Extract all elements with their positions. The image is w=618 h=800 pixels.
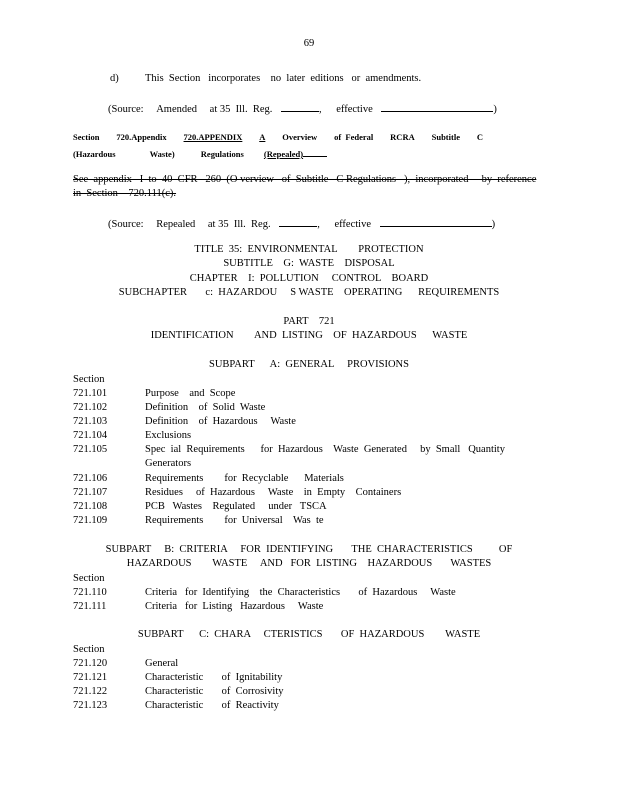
section-title-continuation: Generators	[145, 458, 192, 469]
appendix-heading-word: Overview	[282, 132, 318, 142]
section-number: 721.101	[73, 388, 108, 399]
subpart-c-heading: SUBPART C: CHARA CTERISTICS OF HAZARDOUS WASTE	[137, 629, 481, 640]
chapter-line: CHAPTER I: POLLUTION CONTROL BOARD	[189, 273, 429, 284]
subchapter-line: SUBCHAPTER c: HAZARDOU S WASTE OPERATING REQUIREMENTS	[118, 287, 500, 298]
section-title: Requirements for Universal Was te	[145, 515, 324, 526]
appendix-heading-word: Section	[73, 132, 100, 142]
section-number: 721.104	[73, 430, 108, 441]
source-register: at 35 Ill. Reg.	[207, 219, 271, 230]
part-title: IDENTIFICATION AND LISTING OF HAZARDOUS WASTE	[150, 330, 468, 341]
part-label: PART 721	[283, 316, 335, 327]
page-number: 69	[303, 38, 315, 49]
appendix-heading-word: A	[259, 132, 266, 142]
source-effective-label: effective	[336, 104, 373, 115]
subpart-b-heading-line1: SUBPART B: CRITERIA FOR IDENTIFYING THE CHARACTERISTICS OF	[105, 544, 513, 555]
appendix-heading-word: of Federal	[334, 132, 374, 142]
section-title: Purpose and Scope	[145, 388, 236, 399]
section-number: 721.103	[73, 416, 108, 427]
appendix-heading-word: (Repealed)	[263, 149, 304, 159]
section-label: Section	[73, 573, 105, 584]
source-repealed-line: (Source: Repealed at 35 Ill. Reg. , effective )	[108, 219, 496, 230]
subtitle-line: SUBTITLE G: WASTE DISPOSAL	[223, 258, 395, 269]
section-label: Section	[73, 374, 105, 385]
section-title: Requirements for Recyclable Materials	[145, 473, 344, 484]
appendix-heading-line1	[73, 132, 483, 142]
section-title: Criteria for Listing Hazardous Waste	[145, 601, 324, 612]
struck-text-line1: See appendix I to 40 CFR 260 (O verview of Subtitle C Regulations ), incorporated by reference	[73, 174, 537, 185]
section-title: Definition of Hazardous Waste	[145, 416, 296, 427]
effective-date-blank	[381, 102, 493, 112]
section-title: Characteristic of Ignitability	[145, 672, 283, 683]
title-line: TITLE 35: ENVIRONMENTAL PROTECTION	[194, 244, 424, 255]
source-amended-line: (Source: Amended at 35 Ill. Reg. , effective )	[108, 104, 497, 115]
source-verb: Repealed	[156, 219, 196, 230]
section-title: Spec ial Requirements for Hazardous Waste Generated by Small Quantity	[145, 444, 505, 455]
struck-text-line2: in Section 720.111(c).	[73, 188, 177, 199]
register-blank	[279, 217, 317, 227]
appendix-heading-word: 720.APPENDIX	[183, 132, 243, 142]
appendix-heading-word: Subtitle	[431, 132, 460, 142]
source-effective-label: effective	[334, 219, 371, 230]
section-number: 721.109	[73, 515, 108, 526]
appendix-heading-word: (Hazardous	[73, 149, 116, 159]
heading-underline-tail	[303, 147, 327, 157]
subpart-a-heading: SUBPART A: GENERAL PROVISIONS	[209, 359, 409, 370]
section-number: 721.123	[73, 700, 108, 711]
section-title: Characteristic of Corrosivity	[145, 686, 284, 697]
section-number: 721.107	[73, 487, 108, 498]
section-number: 721.105	[73, 444, 108, 455]
source-close: )	[491, 219, 496, 230]
section-number: 721.110	[73, 587, 107, 598]
register-blank	[281, 102, 319, 112]
section-number: 721.106	[73, 473, 108, 484]
source-open: (Source:	[108, 104, 144, 115]
section-number: 721.122	[73, 686, 108, 697]
section-title: PCB Wastes Regulated under TSCA	[145, 501, 327, 512]
section-number: 721.120	[73, 658, 108, 669]
section-number: 721.111	[73, 601, 107, 612]
appendix-heading-word: RCRA	[390, 132, 415, 142]
clause-d-text: This Section incorporates no later editions or amendments.	[145, 73, 422, 84]
clause-d-label: d)	[110, 73, 119, 84]
section-label: Section	[73, 644, 105, 655]
source-close: )	[493, 104, 497, 115]
source-register: at 35 Ill. Reg.	[209, 104, 273, 115]
section-title: Exclusions	[145, 430, 192, 441]
appendix-heading-word: Waste)	[149, 149, 175, 159]
source-open: (Source:	[108, 219, 144, 230]
appendix-heading-word: Regulations	[200, 149, 244, 159]
appendix-heading-line2	[73, 147, 327, 159]
appendix-heading-word: C	[476, 132, 483, 142]
section-number: 721.121	[73, 672, 108, 683]
appendix-heading-word: 720.Appendix	[116, 132, 167, 142]
section-title: Characteristic of Reactivity	[145, 700, 279, 711]
section-title: Criteria for Identifying the Characteristics of Hazardous Waste	[145, 587, 456, 598]
section-title: Definition of Solid Waste	[145, 402, 266, 413]
source-verb: Amended	[156, 104, 198, 115]
section-number: 721.108	[73, 501, 108, 512]
effective-date-blank	[380, 217, 492, 227]
section-number: 721.102	[73, 402, 108, 413]
section-title: General	[145, 658, 179, 669]
subpart-b-heading-line2: HAZARDOUS WASTE AND FOR LISTING HAZARDOUS WASTES	[126, 558, 492, 569]
section-title: Residues of Hazardous Waste in Empty Containers	[145, 487, 402, 498]
